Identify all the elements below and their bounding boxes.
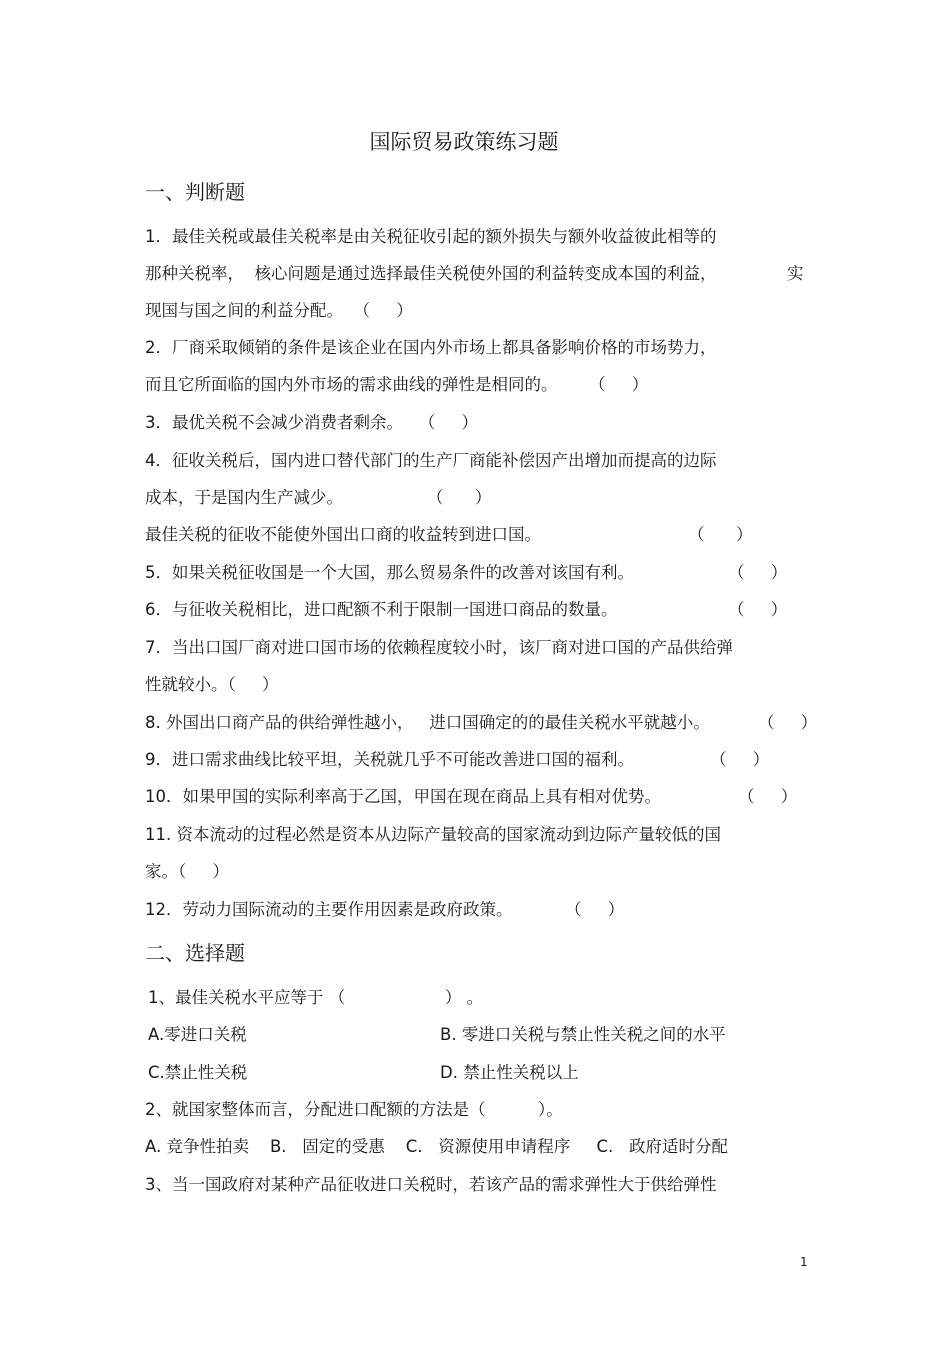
judge-line-17: 11. 资本流动的过程必然是资本从边际产量较高的国家流动到边际产量较低的国	[145, 825, 721, 844]
judge-line-4: 2．厂商采取倾销的条件是该企业在国内外市场上都具备影响价格的市场势力，	[145, 338, 717, 357]
judge-line-8: 成本，于是国内生产减少。 （ ）	[145, 488, 492, 507]
judge-line-10: 5．如果关税征收国是一个大国，那么贸易条件的改善对该国有利。	[145, 563, 634, 582]
judge-line-14: 8. 外国出口商产品的供给弹性越小， 进口国确定的的最佳关税水平就越小。	[145, 713, 710, 732]
judge-line-2-tail: 实	[787, 264, 804, 283]
choice-q1-option-a: A.零进口关税	[148, 1025, 247, 1044]
judge-line-3: 现国与国之间的利益分配。 （ ）	[145, 301, 413, 320]
judge-line-9: 最佳关税的征收不能使外国出口商的收益转到进口国。	[145, 525, 541, 544]
section-heading-choice: 二、选择题	[145, 941, 245, 965]
judge-line-6: 3．最优关税不会减少消费者剩余。 （ ）	[145, 413, 478, 432]
judge-line-19-paren: （ ）	[565, 900, 625, 919]
choice-q2: 2、就国家整体而言，分配进口配额的方法是（ ）。	[145, 1100, 563, 1119]
judge-line-13: 性就较小。（ ）	[145, 675, 279, 694]
judge-line-1: 1．最佳关税或最佳关税率是由关税征收引起的额外损失与额外收益彼此相等的	[145, 227, 717, 246]
choice-q1-option-b: B. 零进口关税与禁止性关税之间的水平	[440, 1025, 726, 1044]
judge-line-5: 而且它所面临的国内外市场的需求曲线的弹性是相同的。 （ ）	[145, 375, 649, 394]
choice-q1-option-d: D. 禁止性关税以上	[440, 1063, 579, 1082]
choice-q3: 3、当一国政府对某种产品征收进口关税时，若该产品的需求弹性大于供给弹性	[145, 1175, 717, 1194]
judge-line-12: 7．当出口国厂商对进口国市场的依赖程度较小时，该厂商对进口国的产品供给弹	[145, 638, 733, 657]
judge-line-2: 那种关税率， 核心问题是通过选择最佳关税使外国的利益转变成本国的利益，	[145, 264, 717, 283]
page-number: 1	[800, 1255, 808, 1269]
judge-line-19: 12．劳动力国际流动的主要作用因素是政府政策。	[145, 900, 513, 919]
choice-q1-option-c: C.禁止性关税	[148, 1063, 248, 1082]
judge-line-18: 家。（ ）	[145, 862, 229, 881]
section-heading-judge: 一、判断题	[145, 180, 245, 204]
choice-q1: 1、最佳关税水平应等于 （ ） 。	[148, 988, 484, 1007]
judge-line-11: 6．与征收关税相比，进口配额不利于限制一国进口商品的数量。	[145, 600, 618, 619]
judge-line-7: 4．征收关税后，国内进口替代部门的生产厂商能补偿因产出增加而提高的边际	[145, 451, 717, 470]
judge-line-9-paren: （ ）	[688, 525, 753, 544]
page-title: 国际贸易政策练习题	[369, 130, 559, 154]
judge-line-15: 9．进口需求曲线比较平坦，关税就几乎不可能改善进口国的福利。	[145, 750, 634, 769]
choice-q2-options: A. 竞争性拍卖 B. 固定的受惠 C. 资源使用申请程序 C. 政府适时分配	[145, 1137, 728, 1156]
judge-line-16: 10．如果甲国的实际利率高于乙国，甲国在现在商品上具有相对优势。	[145, 787, 661, 806]
judge-line-14-paren: （ ）	[758, 713, 818, 732]
judge-line-16-paren: （ ）	[738, 787, 798, 806]
judge-line-10-paren: （ ）	[728, 563, 788, 582]
judge-line-15-paren: （ ）	[710, 750, 770, 769]
judge-line-11-paren: （ ）	[728, 600, 788, 619]
